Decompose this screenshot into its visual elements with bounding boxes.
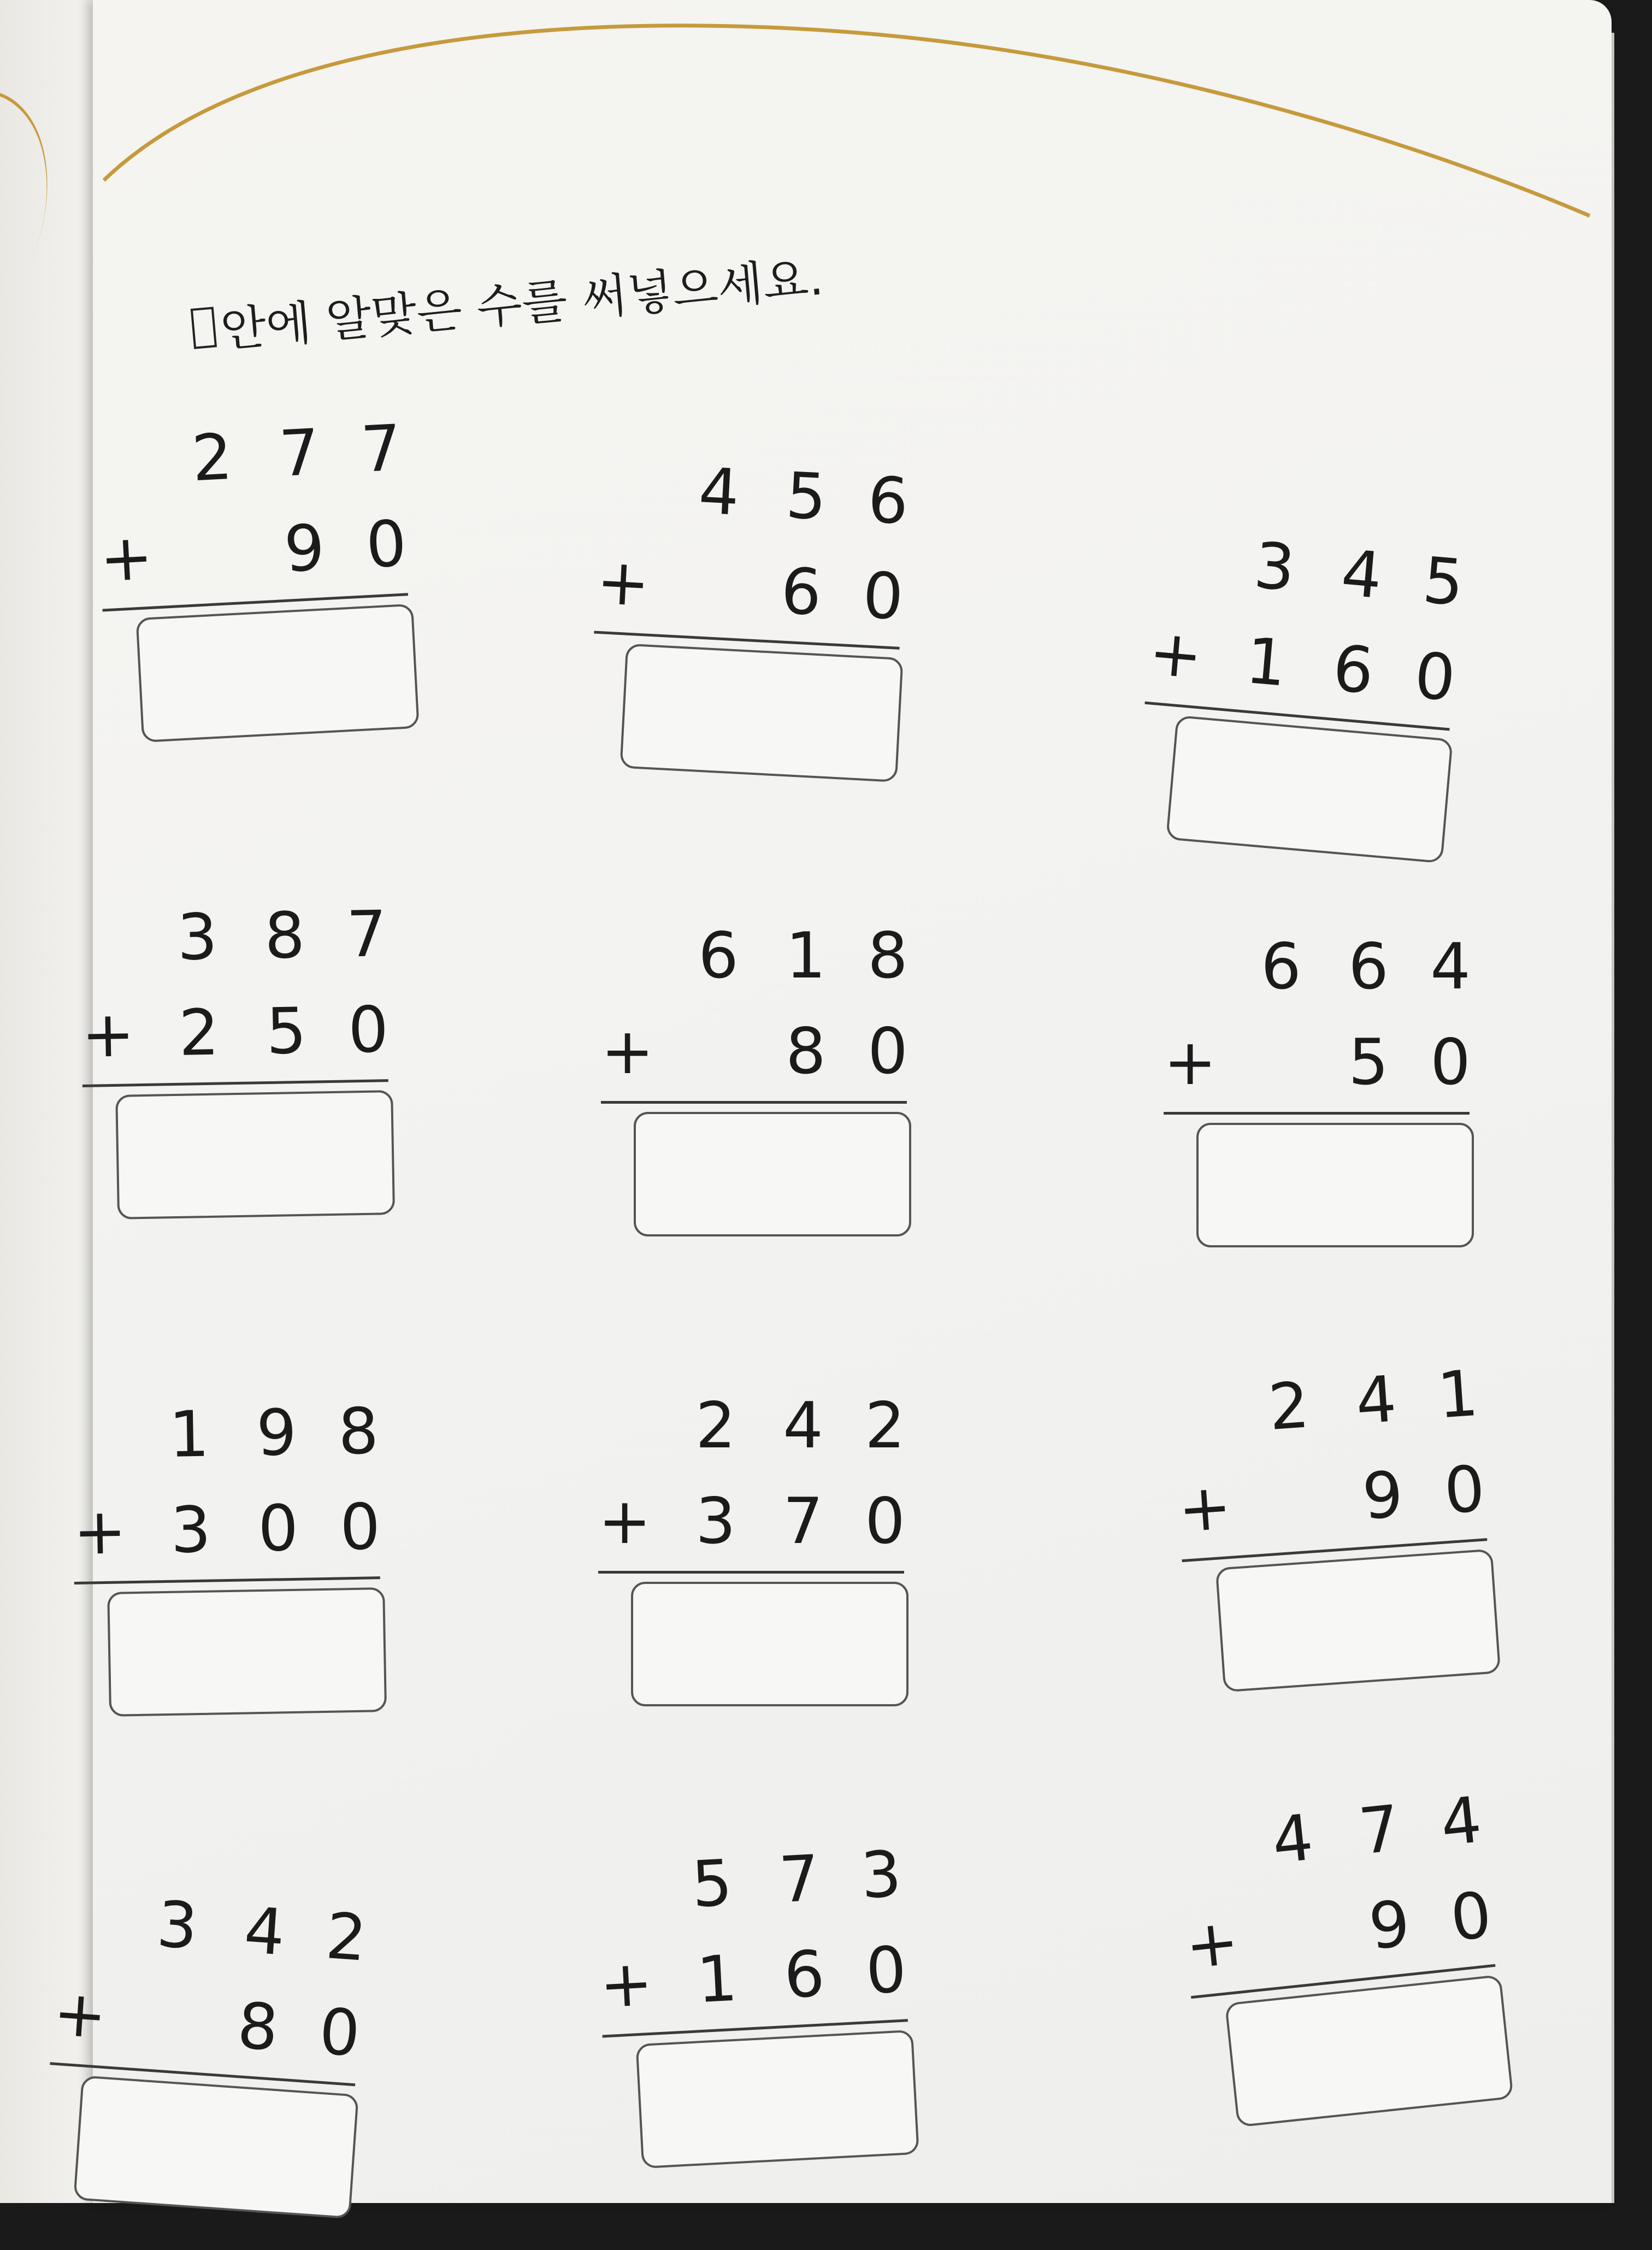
sum-rule-line	[1164, 1112, 1470, 1115]
digit: 0	[317, 1994, 363, 2071]
digit: 8	[338, 1394, 380, 1469]
addend-top-row	[1169, 1356, 1479, 1453]
digit: 3	[155, 1887, 200, 1964]
digit: 6	[698, 919, 739, 993]
addend-top-row	[593, 1836, 902, 1929]
digit	[149, 1981, 198, 1984]
digit: 2	[178, 996, 220, 1070]
blank-box-symbol	[191, 307, 217, 349]
digit: 3	[170, 1493, 212, 1568]
answer-box[interactable]	[635, 2030, 919, 2169]
addition-problem	[71, 1393, 383, 1748]
digit: 5	[1348, 1026, 1389, 1099]
digit: 7	[346, 897, 388, 972]
addend-bottom-row	[98, 505, 408, 598]
plus-sign: +	[1182, 1904, 1243, 1984]
digit: 3	[695, 1485, 736, 1558]
digit: 6	[782, 1937, 827, 2013]
digit: 4	[1353, 1362, 1399, 1439]
plus-sign: +	[1176, 1469, 1234, 1547]
digit: 1	[1435, 1356, 1481, 1433]
digit: 6	[1330, 631, 1377, 709]
digit	[1268, 1462, 1318, 1465]
digit: 0	[865, 1485, 905, 1558]
plus-sign: +	[601, 1015, 654, 1088]
addition-problem	[1130, 519, 1466, 894]
digit: 0	[1447, 1878, 1495, 1956]
digit	[692, 549, 741, 551]
digit: 5	[784, 458, 829, 535]
addition-problem	[38, 1880, 368, 2250]
digit: 4	[783, 1389, 823, 1463]
digit: 0	[864, 1933, 908, 2009]
digit: 5	[266, 994, 308, 1069]
addend-bottom-row	[601, 1014, 907, 1090]
answer-box[interactable]	[73, 2075, 359, 2219]
instruction-text: 안에 알맞은 수를 써넣으세요.	[219, 251, 825, 358]
digit: 8	[264, 898, 306, 974]
digit: 5	[1420, 543, 1467, 621]
addend-top-row	[57, 1880, 368, 1977]
digit: 7	[783, 1485, 823, 1558]
digit: 1	[695, 1941, 739, 2018]
digit: 3	[1251, 528, 1298, 606]
addend-bottom-row	[1176, 1451, 1486, 1549]
digit: 7	[359, 411, 404, 487]
worksheet-page	[51, 0, 1612, 2203]
digit: 0	[1442, 1452, 1488, 1529]
digit: 4	[1437, 1783, 1485, 1861]
digit: 1	[1243, 623, 1290, 701]
digit: 2	[865, 1389, 905, 1463]
addend-top-row	[1164, 929, 1470, 1005]
digit: 6	[779, 554, 824, 631]
digit: 3	[176, 900, 219, 975]
sum-rule-line	[601, 1101, 907, 1104]
addend-top-row	[93, 410, 403, 503]
sum-rule-line	[598, 1571, 904, 1574]
addition-problem	[586, 448, 910, 813]
digit: 4	[241, 1893, 287, 1970]
addend-top-row	[598, 1388, 904, 1464]
plus-sign: +	[1146, 615, 1206, 694]
digit: 2	[323, 1899, 369, 1976]
digit: 9	[282, 511, 327, 587]
digit: 0	[339, 1490, 381, 1565]
digit: 4	[1338, 536, 1385, 614]
addend-bottom-row	[598, 1483, 904, 1560]
digit: 4	[697, 454, 741, 530]
digit: 0	[868, 1015, 908, 1088]
digit: 7	[1355, 1791, 1403, 1869]
digit	[191, 514, 240, 517]
addend-bottom-row	[73, 1489, 380, 1571]
answer-box[interactable]	[1225, 1975, 1514, 2128]
digit: 0	[257, 1491, 299, 1566]
digit: 6	[1348, 930, 1389, 1004]
digit: 9	[1360, 1457, 1406, 1534]
digit: 9	[256, 1395, 298, 1471]
digit: 0	[1412, 638, 1459, 716]
addend-bottom-row	[1146, 614, 1458, 717]
addend-top-row	[600, 448, 910, 540]
plus-sign: +	[598, 1485, 652, 1558]
sum-rule-line	[74, 1576, 380, 1585]
digit: 2	[1266, 1368, 1312, 1445]
digit: 8	[786, 1015, 826, 1088]
addition-problem	[593, 1836, 917, 2201]
digit: 6	[1261, 930, 1301, 1004]
plus-sign: +	[598, 1946, 655, 2023]
answer-box[interactable]	[1196, 1123, 1474, 1247]
addend-top-row	[601, 918, 907, 994]
digit: 5	[689, 1846, 734, 1922]
addend-bottom-row	[595, 544, 905, 636]
digit: 8	[235, 1989, 281, 2065]
digit: 9	[1365, 1886, 1414, 1964]
addition-problem	[93, 410, 417, 775]
answer-box[interactable]	[107, 1587, 387, 1717]
addend-top-row	[1172, 1782, 1484, 1890]
digit: 0	[364, 506, 409, 583]
answer-box[interactable]	[135, 604, 419, 743]
addend-top-row	[79, 896, 386, 978]
addend-bottom-row	[51, 1975, 361, 2073]
answer-box[interactable]	[620, 644, 903, 782]
addend-bottom-row	[81, 992, 388, 1074]
digit: 0	[861, 558, 905, 634]
plus-sign: +	[98, 520, 155, 597]
answer-box[interactable]	[1216, 1549, 1501, 1693]
plus-sign: +	[1164, 1026, 1217, 1099]
digit: 7	[277, 415, 322, 492]
addend-top-row	[71, 1393, 378, 1475]
digit: 2	[695, 1389, 736, 1463]
digit: 2	[190, 420, 234, 496]
decorative-gold-curve	[93, 0, 1612, 229]
answer-box[interactable]	[634, 1112, 911, 1236]
instruction-heading	[190, 240, 826, 362]
addend-bottom-row	[598, 1931, 907, 2024]
digit: 4	[1430, 930, 1471, 1004]
digit: 6	[866, 463, 911, 539]
digit: 1	[786, 919, 826, 993]
addition-problem	[601, 918, 907, 1268]
digit: 0	[1430, 1026, 1471, 1099]
plus-sign: +	[73, 1494, 127, 1569]
answer-box[interactable]	[1166, 715, 1453, 863]
addition-problem	[1172, 1782, 1513, 2161]
answer-box[interactable]	[115, 1090, 395, 1220]
digit	[1274, 1894, 1323, 1899]
left-page-decorative-curve	[0, 93, 82, 254]
digit: 1	[168, 1397, 210, 1472]
digit: 4	[1268, 1800, 1317, 1878]
addend-bottom-row	[1164, 1024, 1470, 1101]
plus-sign: +	[81, 997, 135, 1072]
answer-box[interactable]	[631, 1582, 908, 1706]
addition-problem	[1169, 1356, 1498, 1726]
sum-rule-line	[82, 1079, 388, 1087]
digit: 3	[859, 1837, 904, 1913]
addend-top-row	[1154, 519, 1466, 622]
addition-problem	[598, 1388, 904, 1737]
addition-problem	[1164, 929, 1470, 1279]
digit: 8	[868, 919, 908, 993]
digit: 0	[347, 993, 390, 1068]
plus-sign: +	[594, 544, 652, 621]
plus-sign: +	[51, 1976, 109, 2054]
addition-problem	[79, 896, 391, 1251]
digit: 7	[777, 1841, 822, 1918]
